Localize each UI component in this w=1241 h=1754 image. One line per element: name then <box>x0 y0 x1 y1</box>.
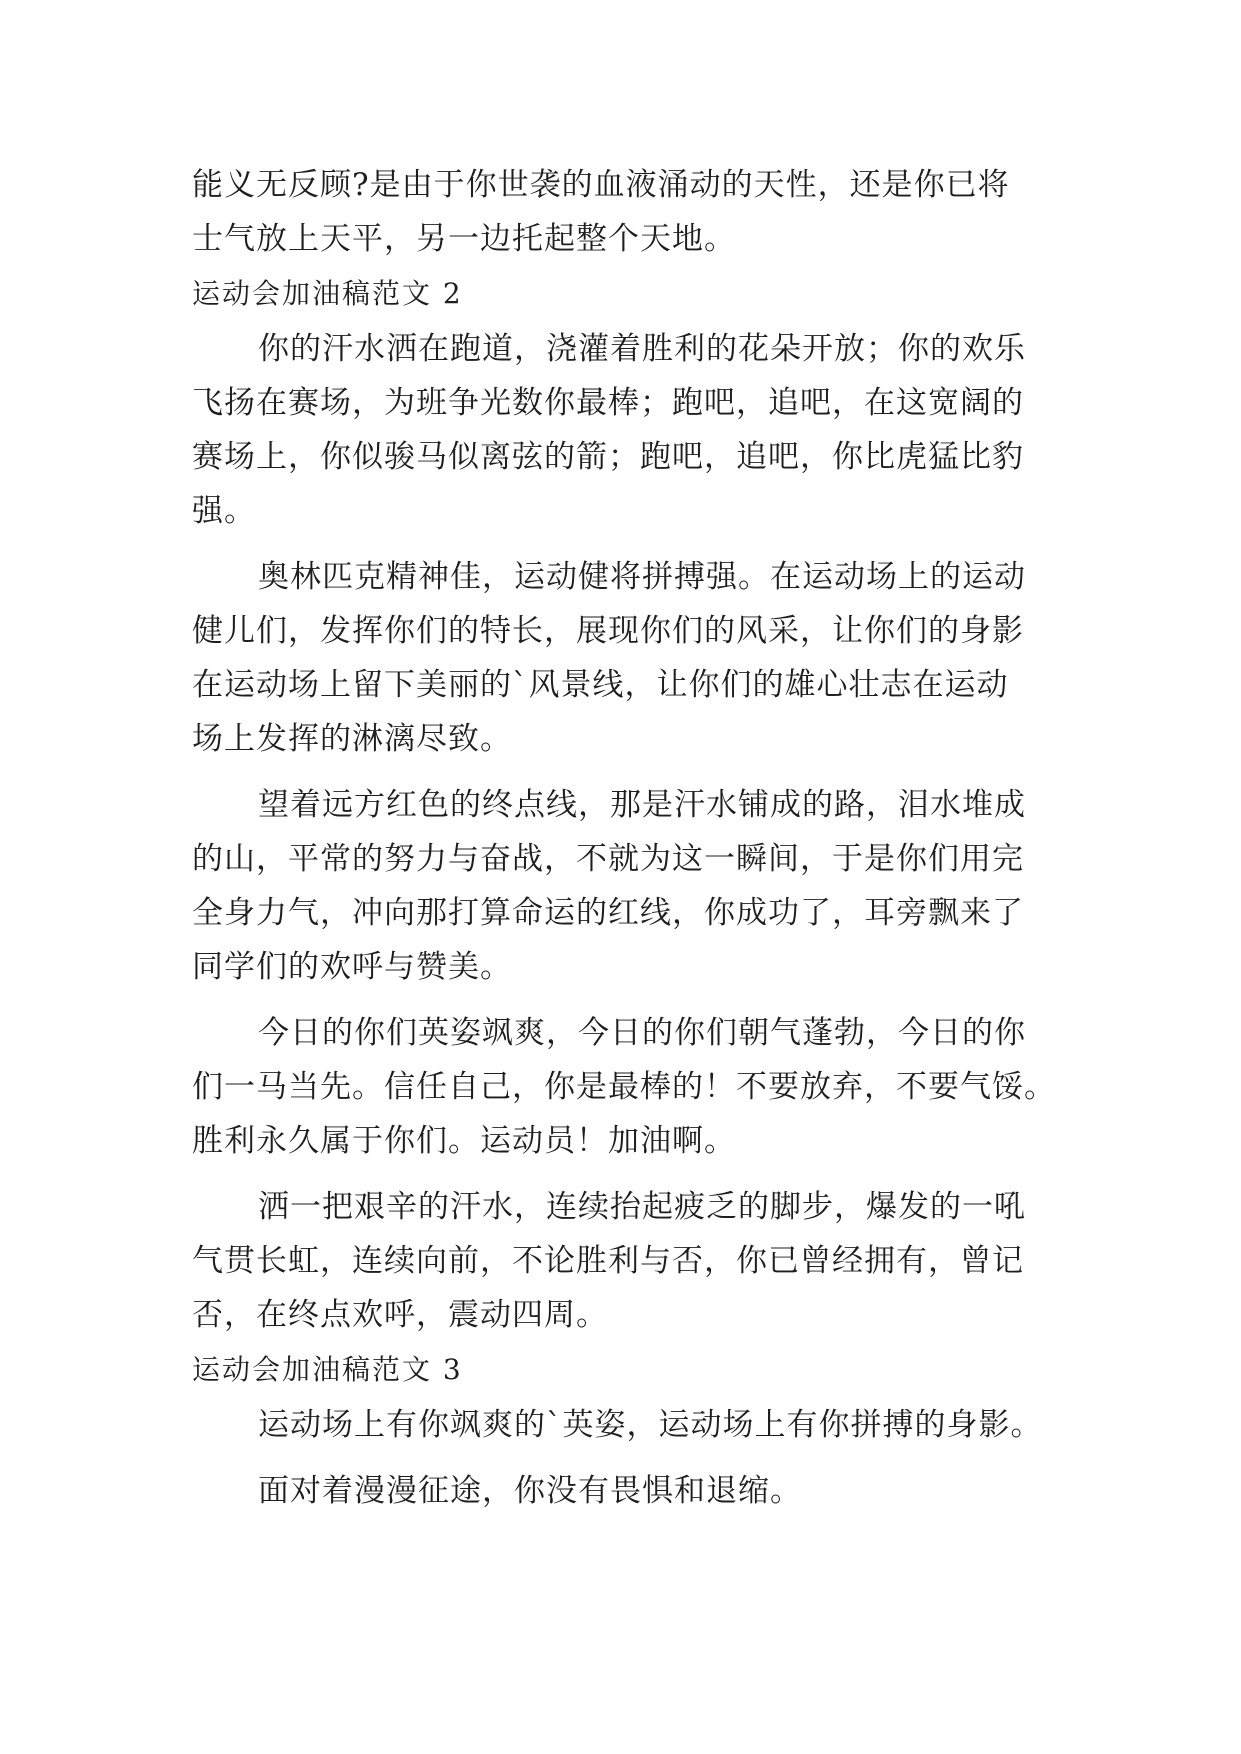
text-line: 场上发挥的淋漓尽致。 <box>192 721 512 757</box>
text-line: 望着远方红色的终点线，那是汗水铺成的路，泪水堆成 <box>258 787 1026 823</box>
text-line: 赛场上，你似骏马似离弦的箭；跑吧，追吧，你比虎猛比豹 <box>192 439 1024 475</box>
text-line: 气贯长虹，连续向前，不论胜利与否，你已曾经拥有，曾记 <box>192 1243 1024 1279</box>
text-line: 今日的你们英姿飒爽，今日的你们朝气蓬勃，今日的你 <box>258 1015 1026 1051</box>
text-line: 否，在终点欢呼，震动四周。 <box>192 1297 608 1333</box>
text-line: 你的汗水洒在跑道，浇灌着胜利的花朵开放；你的欢乐 <box>258 331 1026 367</box>
text-line: 面对着漫漫征途，你没有畏惧和退缩。 <box>258 1473 802 1509</box>
paragraph <box>192 1006 1056 1168</box>
paragraph <box>192 1398 1052 1452</box>
text-line: 奥林匹克精神佳，运动健将拼搏强。在运动场上的运动 <box>258 559 1026 595</box>
paragraph <box>192 1180 1052 1342</box>
text-line: 的山，平常的努力与奋战，不就为这一瞬间，于是你们用完 <box>192 841 1024 877</box>
document-body <box>192 158 1056 1518</box>
paragraph <box>192 778 1052 994</box>
text-line: 能义无反顾?是由于你世袭的血液涌动的天性，还是你已将 <box>192 167 1010 203</box>
text-line: 同学们的欢呼与赞美。 <box>192 949 512 985</box>
section-heading: 运动会加油稿范文 2 <box>192 277 463 310</box>
text-line: 强。 <box>192 493 256 529</box>
text-line: 健儿们，发挥你们的特长，展现你们的风采，让你们的身影 <box>192 613 1024 649</box>
paragraph <box>192 550 1052 766</box>
text-line: 胜利永久属于你们。运动员！加油啊。 <box>192 1123 736 1159</box>
text-line: 士气放上天平，另一边托起整个天地。 <box>192 221 736 257</box>
intro-paragraph <box>192 158 1052 266</box>
text-line: 全身力气，冲向那打算命运的红线，你成功了，耳旁飘来了 <box>192 895 1024 931</box>
text-line: 运动场上有你飒爽的`英姿，运动场上有你拼搏的身影。 <box>258 1407 1043 1443</box>
text-line: 们一马当先。信任自己，你是最棒的！不要放弃，不要气馁。 <box>192 1069 1056 1105</box>
paragraph <box>192 1464 1052 1518</box>
text-line: 洒一把艰辛的汗水，连续抬起疲乏的脚步，爆发的一吼 <box>258 1189 1026 1225</box>
section-heading: 运动会加油稿范文 3 <box>192 1353 463 1386</box>
paragraph <box>192 322 1052 538</box>
text-line: 飞扬在赛场，为班争光数你最棒；跑吧，追吧，在这宽阔的 <box>192 385 1024 421</box>
text-line: 在运动场上留下美丽的`风景线，让你们的雄心壮志在运动 <box>192 667 1009 703</box>
